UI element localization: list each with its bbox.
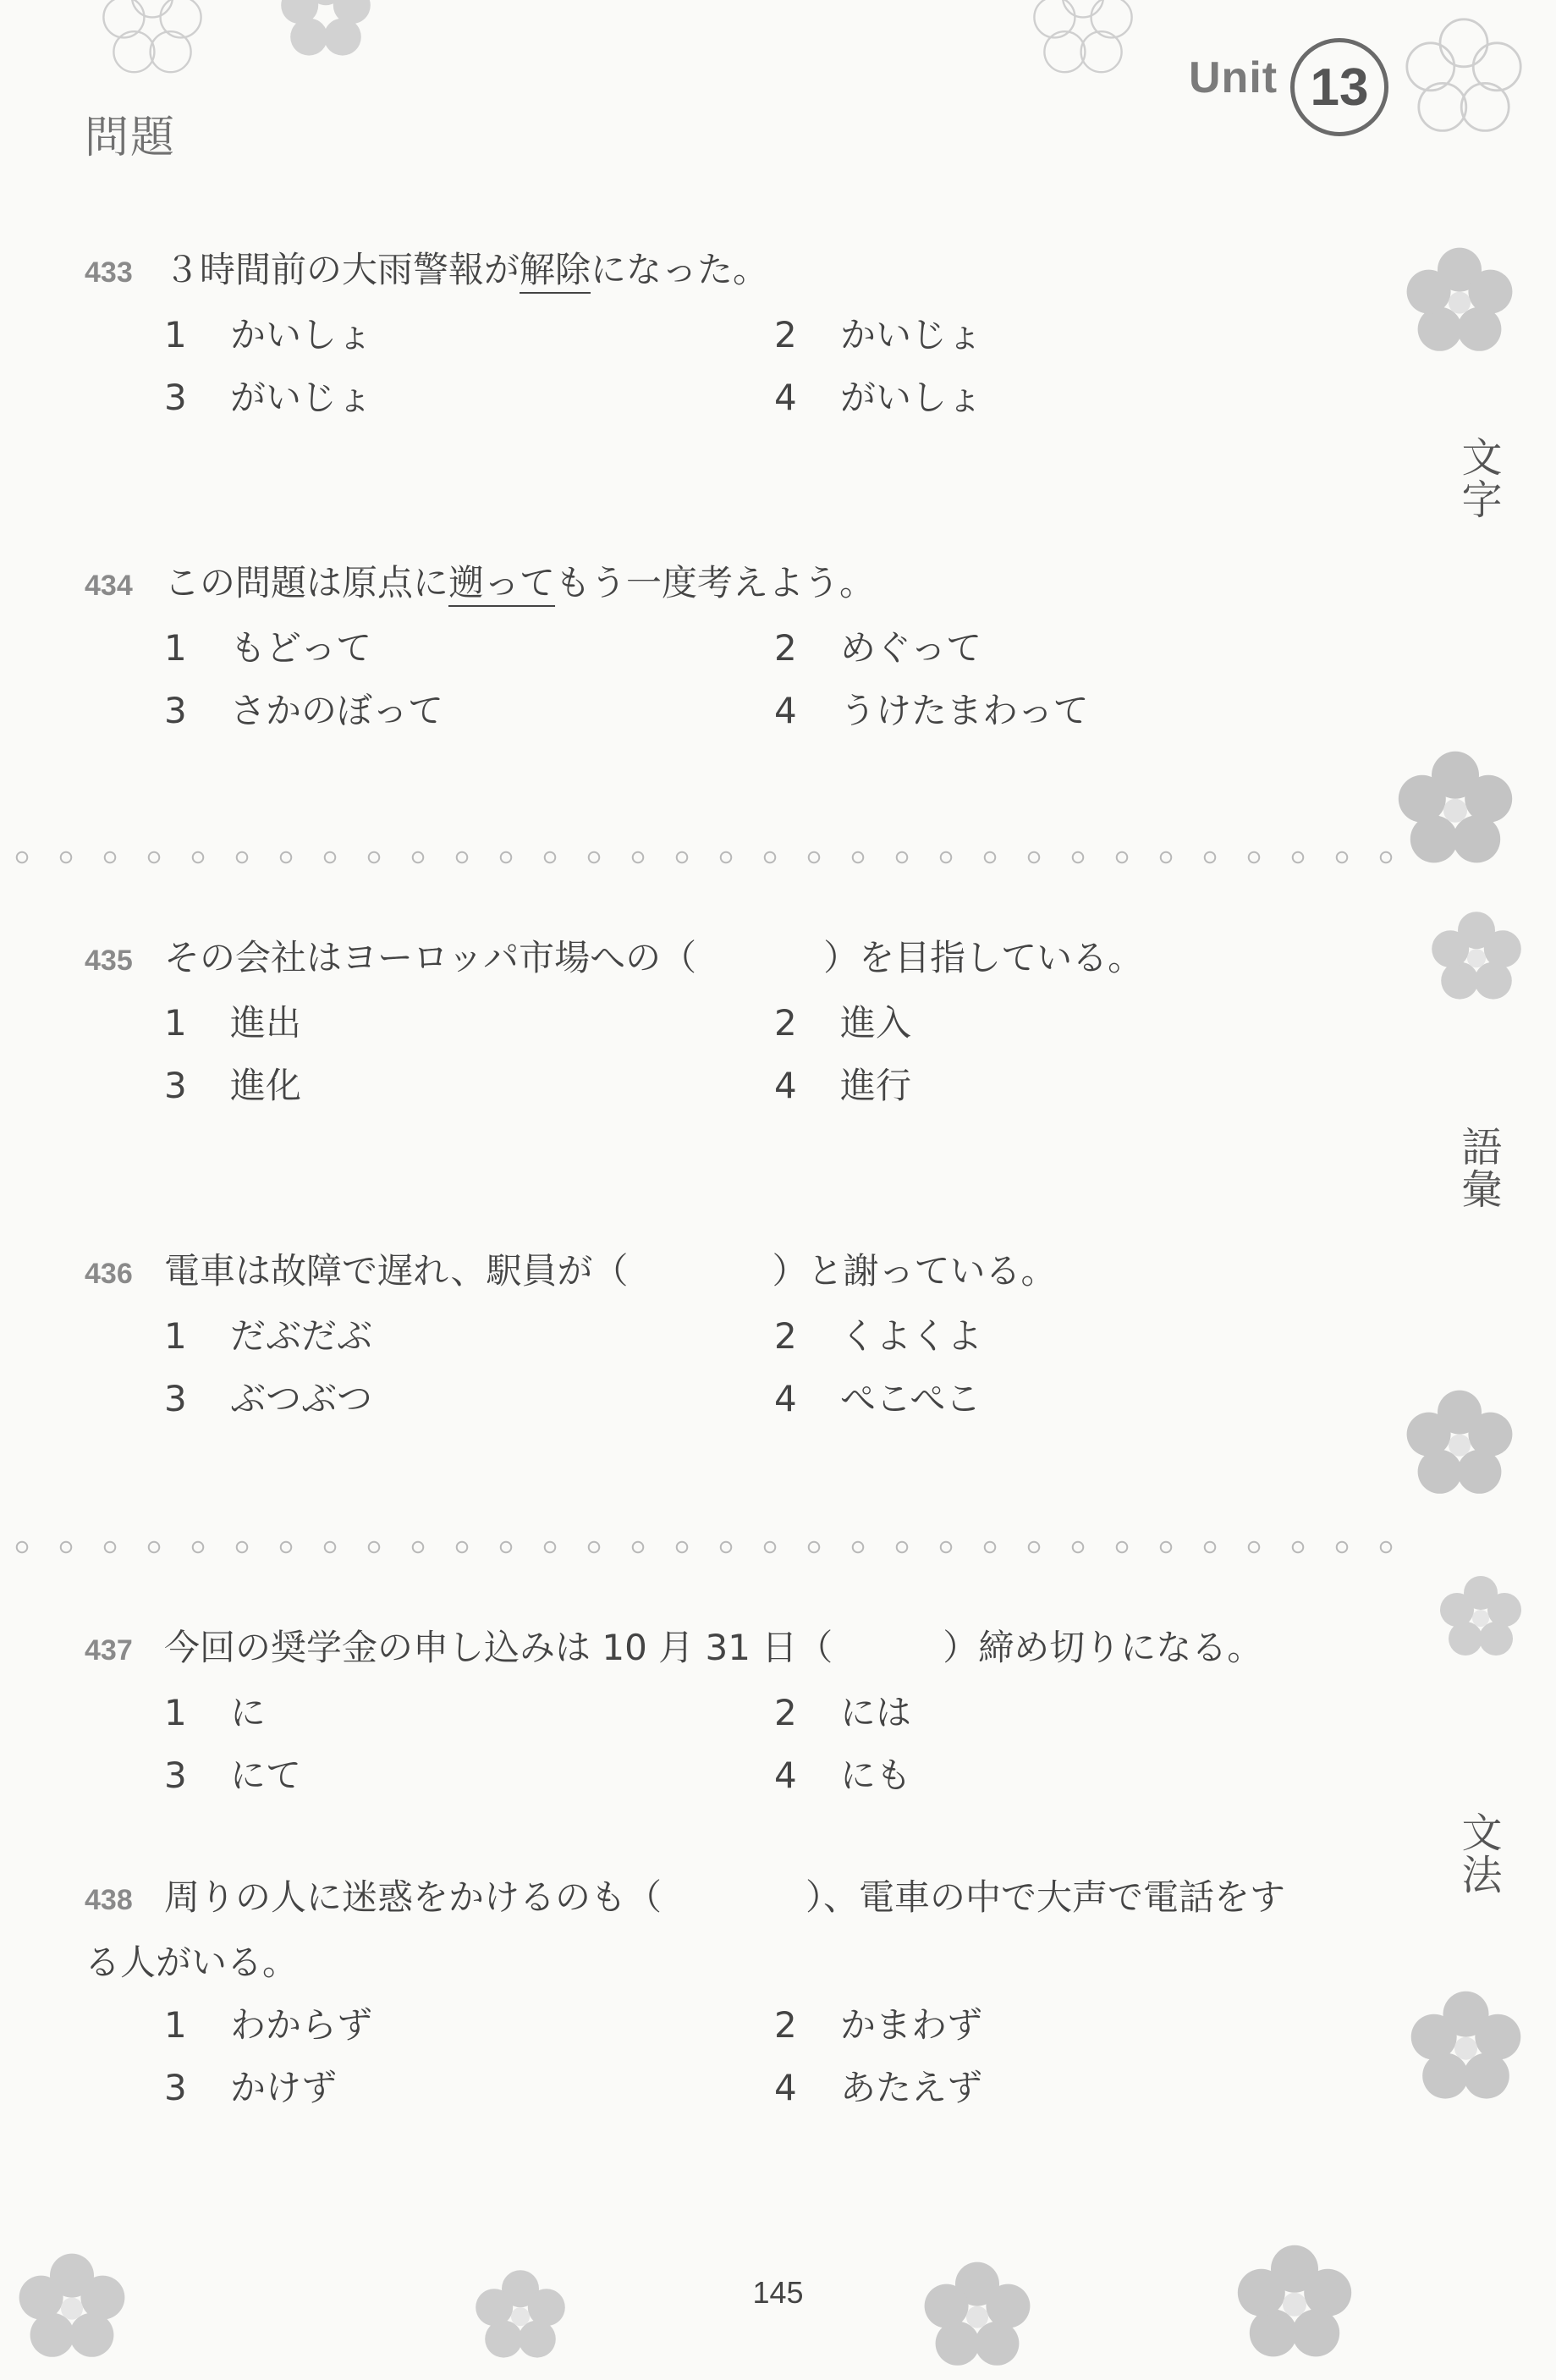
options [85,1994,1405,2121]
option-1[interactable]: 1 もどって [164,627,372,669]
options [85,1305,1405,1432]
option-2[interactable]: 2 くよくよ [774,1315,983,1357]
question-number: 437 [85,1634,133,1667]
option-2[interactable]: 2 めぐって [774,627,982,669]
section-heading: 問題 [85,113,177,163]
options [85,304,1405,431]
unit-label: Unit [1189,53,1278,102]
option-3[interactable]: 3 ぶつぶつ [164,1378,373,1419]
flower-icon [279,0,372,59]
option-1[interactable]: 1 だぶだぶ [164,1315,373,1357]
question-number: 434 [85,570,133,602]
question-437 [85,1617,1405,1809]
flower-icon [1438,1574,1523,1659]
question-433 [85,239,1405,431]
option-2[interactable]: 2 には [774,1692,912,1733]
flower-outline-icon [102,0,203,76]
option-4[interactable]: 4 あたえず [774,2067,983,2108]
question-text-continuation: る人がいる。 [85,1942,299,1983]
options [85,992,1405,1119]
underlined-word: 解除 [520,249,591,290]
side-tab-goi: 語彙 [1454,1126,1502,1210]
flower-outline-icon [1032,0,1134,76]
option-1[interactable]: 1 に [164,1692,267,1733]
flower-icon [1396,749,1515,868]
flower-outline-icon [1405,17,1523,135]
option-2[interactable]: 2 進入 [774,1002,912,1044]
option-1[interactable]: 1 かいしょ [164,314,373,355]
question-number: 435 [85,945,133,977]
options [85,1682,1405,1809]
question-number: 433 [85,256,133,289]
question-text: この問題は原点に遡ってもう一度考えよう。 [164,562,876,603]
question-number: 438 [85,1884,133,1916]
question-number: 436 [85,1258,133,1290]
option-3[interactable]: 3 にて [164,1755,302,1796]
option-3[interactable]: 3 さかのぼって [164,690,444,731]
option-4[interactable]: 4 がいしょ [774,377,983,418]
option-4[interactable]: 4 にも [774,1755,912,1796]
flower-icon [1405,1388,1515,1498]
question-text: その会社はヨーロッパ市場への（ ）を目指している。 [164,937,1144,978]
question-text: 今回の奨学金の申し込みは 10 月 31 日（ ）締め切りになる。 [164,1627,1263,1668]
flower-icon [1430,910,1523,1003]
option-3[interactable]: 3 がいじょ [164,377,373,418]
option-4[interactable]: 4 進行 [774,1065,912,1106]
question-436 [85,1240,1405,1432]
option-4[interactable]: 4 うけたまわって [774,690,1089,731]
options [85,617,1405,744]
option-1[interactable]: 1 わからず [164,2004,373,2046]
underlined-word: 遡って [448,562,556,603]
side-tab-bunpou: 文法 [1454,1811,1502,1896]
option-3[interactable]: 3 かけず [164,2067,338,2108]
option-1[interactable]: 1 進出 [164,1002,302,1044]
question-text: 周りの人に迷惑をかけるのも（ ）、電車の中で大声で電話をす [164,1876,1286,1918]
section-divider [0,1539,1405,1556]
page-number: 145 [752,2275,804,2310]
question-text: 電車は故障で遅れ、駅員が（ ）と謝っている。 [164,1250,1057,1292]
question-435 [85,927,1405,1119]
question-438 [85,1866,1405,2121]
flower-icon [1409,1989,1523,2103]
option-3[interactable]: 3 進化 [164,1065,302,1106]
option-2[interactable]: 2 かいじょ [774,314,983,355]
section-divider [0,849,1405,866]
question-434 [85,552,1405,744]
question-text: ３時間前の大雨警報が解除になった。 [164,249,769,290]
flower-icon [1405,245,1515,355]
option-2[interactable]: 2 かまわず [774,2004,983,2046]
side-tab-moji: 文字 [1454,436,1502,521]
unit-number-badge: 13 [1290,38,1388,136]
option-4[interactable]: 4 ぺこぺこ [774,1378,981,1419]
